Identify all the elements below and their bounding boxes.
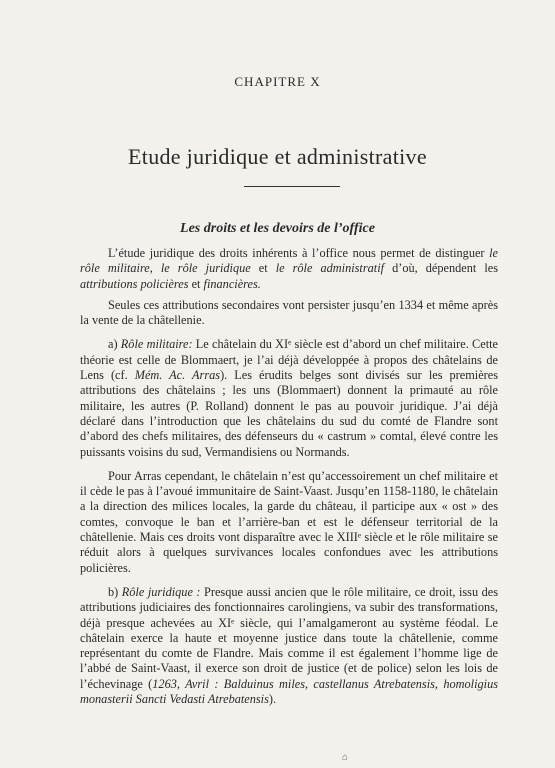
italic-text-run: attributions policières (80, 276, 189, 291)
text-run: d’où, dépendent les (384, 261, 498, 276)
italic-text-run: 1263, Avril : Balduinus miles, castellanus Atrebatensis, homoligius monasterii Sancti Vedasti Atrebatensis (80, 676, 499, 707)
italic-text-run: financières. (203, 276, 261, 291)
chapter-heading: CHAPITRE X (234, 74, 321, 89)
text-run: L’étude juridique des droits inhérents à l’office nous permet de distinguer (108, 246, 490, 260)
italic-text-run: Mém. Ac. Arras (134, 368, 221, 383)
paragraph-intro (80, 246, 498, 292)
italic-text-run: Rôle juridique : (121, 584, 201, 599)
title-divider (244, 186, 340, 187)
italic-text-run: le rôle administratif (275, 261, 385, 276)
italic-text-run: Rôle militaire: (120, 337, 193, 352)
text-run: et (250, 261, 276, 276)
text-run: Pour Arras cependant, le châtelain n’est qu’accessoirement un chef militaire et il cède le pas à l’avoué immunitaire de Saint-Vaast. Jusqu’en 1158-1180, le châtelain a la direction des milices locales, la garde du château, il participe aux « ost » des comtes, convoque le ban et l’arrière-ban et est le défenseur territorial de la châtellenie. Mais ces droits vont disparaître avec le XIIIᵉ siècle et le rôle militaire se réduit alors à quelques survivances locales confondues avec les attributions policières. (80, 468, 498, 575)
text-run: ). (268, 692, 277, 707)
section-subtitle: Les droits et les devoirs de l’office (180, 221, 375, 236)
page-title: Etude juridique et administrative (128, 144, 427, 169)
body-text (80, 246, 498, 713)
text-run: Seules ces attributions secondaires vont persister jusqu’en 1334 et même après la vente de la châtellenie. (80, 297, 498, 328)
text-run: Presque aussi ancien que le rôle militaire, ce droit, issu des attributions judiciaires des fonctionnaires carolingiens, va subir des transformations, déjà presque achevées au XIᵉ siècle, qui l’amalgameront au système féodal. Le châtelain exerce la haute et moyenne justice dans toute la châtellenie, comme représentant du comte de Flandre. Mais comme il est également l’homme lige de l’abbé de Saint-Vaast, il exerce son droit de justice (et de police) selon les lois de l’échevinage ( (80, 584, 498, 691)
paragraph-secondary-attributions (80, 298, 498, 329)
italic-text-run: le rôle militaire, le rôle juridique (80, 246, 498, 276)
text-run: a) (108, 337, 121, 352)
paragraph-arras (80, 469, 498, 576)
text-run: et (188, 276, 204, 291)
text-run: b) (108, 584, 122, 599)
text-run: ). Les érudits belges sont divisés sur les premières attributions des châtelains ; les uns (Blommaert) donnent la primauté au rôle militaire, les autres (P. Rolland) donnent le pas au pouvoir juridique. J’ai déjà déclaré dans l’introduction que les châtelains du sud du comté de Flandre sont d’abord des chefs militaires, des défenseurs du « castrum » comtal, élevé contre les puissants voisins du sud, Vermandisiens ou Normands. (80, 368, 498, 459)
text-run: Le châtelain du XIᵉ siècle est d’abord un chef militaire. Cette théorie est celle de Blommaert, je l’ai déjà développée à propos des châtelains de Lens (cf. (80, 337, 498, 383)
paragraph-role-militaire (80, 337, 498, 459)
page-footer-mark: ⌂ (342, 752, 349, 763)
paragraph-role-juridique (80, 585, 498, 707)
